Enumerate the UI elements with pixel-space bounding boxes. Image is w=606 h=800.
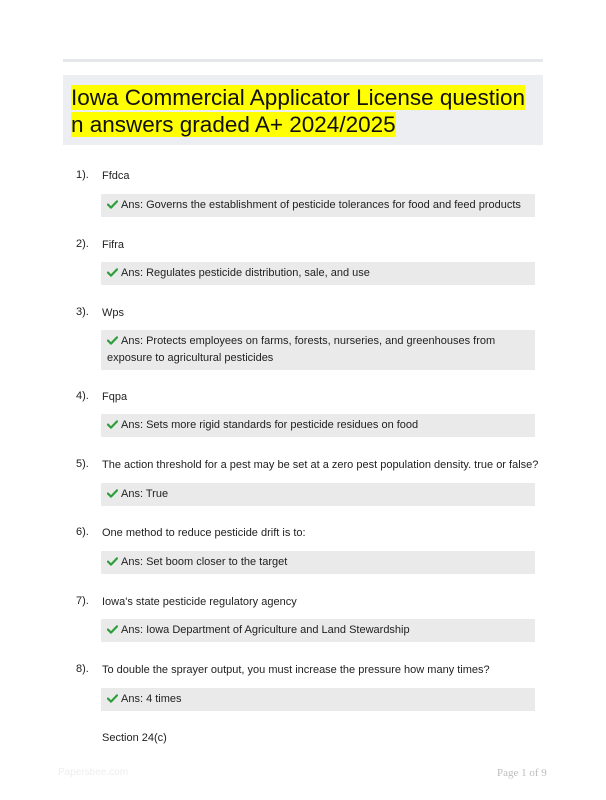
question-text: Iowa's state pesticide regulatory agency [102, 596, 297, 608]
answer-box [101, 330, 535, 370]
question-number: 2). [76, 238, 89, 250]
answer-box [101, 619, 535, 642]
check-icon [107, 489, 118, 498]
question-number: 5). [76, 458, 89, 470]
answer-box [101, 551, 535, 574]
watermark-text: Papersbee.com [58, 767, 129, 778]
answer-text: Ans: Regulates pesticide distribution, sale, and use [121, 267, 370, 279]
title-highlight: Iowa Commercial Applicator License question n answers graded A+ 2024/2025 [71, 85, 525, 137]
section-label: Section 24(c) [102, 732, 167, 744]
answer-text: Ans: 4 times [121, 693, 182, 705]
check-icon [107, 625, 118, 634]
answer-text: Ans: Sets more rigid standards for pesticide residues on food [121, 419, 419, 431]
question-text: One method to reduce pesticide drift is to: [102, 527, 306, 539]
document-title [71, 85, 536, 138]
answer-text: Ans: Protects employees on farms, forests, nurseries, and greenhouses from exposure to agricultural pesticides [107, 335, 496, 364]
question-number: 4). [76, 390, 89, 402]
question-text: Ffdca [102, 170, 130, 182]
question-number: 7). [76, 595, 89, 607]
question-text: The action threshold for a pest may be set at a zero pest population density. true or false? [102, 459, 539, 471]
question-text: Fqpa [102, 391, 128, 403]
question-text: Wps [102, 307, 124, 319]
check-icon [107, 268, 118, 277]
answer-box [101, 414, 535, 437]
page-number: Page 1 of 9 [497, 767, 547, 779]
check-icon [107, 420, 118, 429]
check-icon [107, 200, 118, 209]
question-text: To double the sprayer output, you must increase the pressure how many times? [102, 664, 490, 676]
answer-text: Ans: Iowa Department of Agriculture and Land Stewardship [121, 624, 410, 636]
answer-text: Ans: Governs the establishment of pesticide tolerances for food and feed products [121, 199, 521, 211]
top-divider [63, 59, 543, 62]
answer-box [101, 688, 535, 711]
answer-text: Ans: True [121, 488, 169, 500]
question-text: Fifra [102, 239, 124, 251]
question-number: 6). [76, 526, 89, 538]
question-number: 8). [76, 663, 89, 675]
answer-box [101, 483, 535, 506]
answer-text: Ans: Set boom closer to the target [121, 556, 288, 568]
check-icon [107, 557, 118, 566]
question-number: 3). [76, 306, 89, 318]
check-icon [107, 694, 118, 703]
answer-box [101, 194, 535, 217]
check-icon [107, 336, 118, 345]
question-number: 1). [76, 169, 89, 181]
answer-box [101, 262, 535, 285]
